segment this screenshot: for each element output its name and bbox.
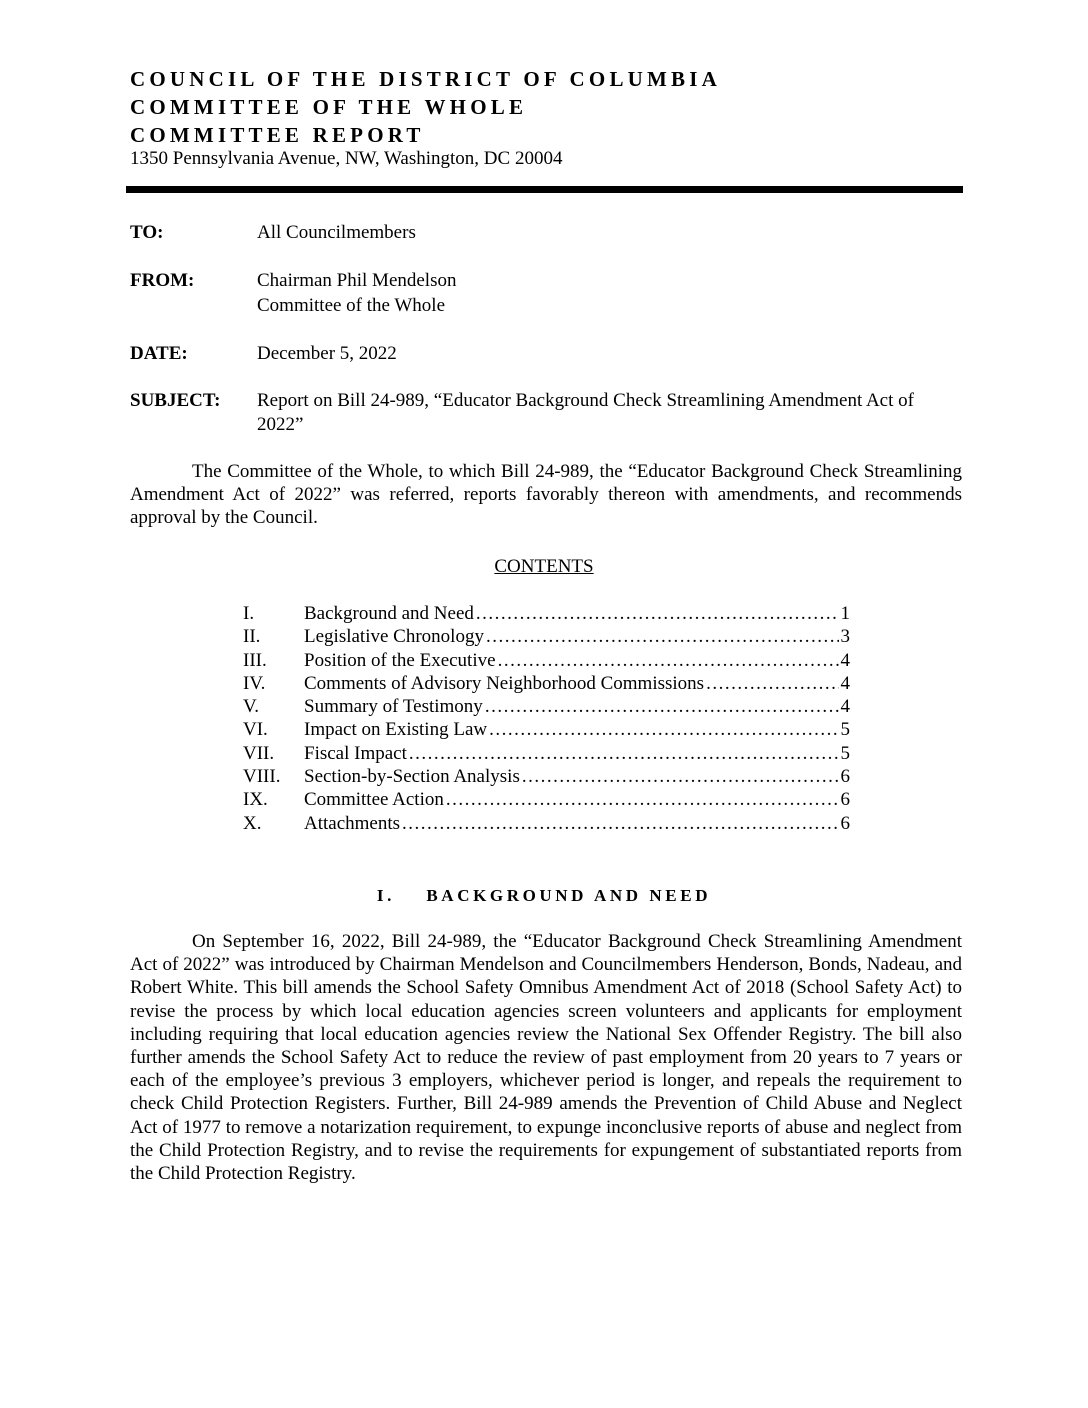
toc-row bbox=[243, 718, 850, 741]
contents-title bbox=[0, 555, 1088, 579]
header-address: 1350 Pennsylvania Avenue, NW, Washington, DC 20004 bbox=[130, 148, 563, 169]
toc-page-number: 4 bbox=[840, 672, 850, 694]
toc-number: I. bbox=[243, 603, 255, 624]
toc-number: VIII. bbox=[243, 766, 281, 788]
memo-subject-value: Report on Bill 24-989, “Educator Background Check Streamlining Amendment Act of 2022” bbox=[257, 390, 914, 435]
toc-number: II. bbox=[243, 626, 261, 648]
toc-title: Section-by-Section Analysis bbox=[304, 766, 520, 788]
toc-number: VI. bbox=[243, 719, 268, 741]
toc-row bbox=[243, 742, 850, 765]
toc-entry bbox=[304, 742, 850, 765]
toc-leader-dots bbox=[498, 649, 839, 672]
memo-to-value: All Councilmembers bbox=[257, 222, 416, 243]
toc-number: IX. bbox=[243, 789, 268, 811]
toc-row bbox=[243, 695, 850, 718]
toc-page-number: 4 bbox=[840, 649, 850, 671]
toc-title: Attachments bbox=[304, 812, 401, 834]
header-committee-name: COMMITTEE OF THE WHOLE bbox=[130, 95, 528, 119]
toc-page-number: 5 bbox=[840, 719, 850, 741]
toc-number: V. bbox=[243, 696, 260, 718]
toc-leader-dots bbox=[476, 602, 839, 625]
toc-leader-dots bbox=[485, 695, 839, 718]
toc-number: III. bbox=[243, 649, 267, 671]
toc-row bbox=[243, 625, 850, 648]
toc-title: Comments of Advisory Neighborhood Commissions bbox=[304, 672, 705, 694]
header-divider bbox=[126, 186, 963, 193]
toc-title: Committee Action bbox=[304, 789, 444, 811]
toc-leader-dots bbox=[489, 718, 838, 741]
toc-row bbox=[243, 649, 850, 672]
toc-entry bbox=[304, 695, 850, 718]
toc-leader-dots bbox=[522, 765, 839, 788]
toc-row bbox=[243, 788, 850, 811]
toc-number: IV. bbox=[243, 672, 266, 694]
toc-page-number: 6 bbox=[840, 812, 850, 834]
memo-to-label: TO: bbox=[130, 222, 164, 243]
memo-date-value: December 5, 2022 bbox=[257, 343, 397, 364]
toc-title: Legislative Chronology bbox=[304, 626, 484, 648]
toc-leader-dots bbox=[409, 742, 839, 765]
toc-title: Summary of Testimony bbox=[304, 696, 483, 718]
toc-entry bbox=[304, 602, 850, 625]
toc-row bbox=[243, 602, 850, 625]
toc-entry bbox=[304, 718, 850, 741]
header-council-name: COUNCIL OF THE DISTRICT OF COLUMBIA bbox=[130, 67, 721, 91]
toc-entry bbox=[304, 672, 850, 695]
toc-leader-dots bbox=[486, 625, 839, 648]
contents-title-text: CONTENTS bbox=[494, 556, 594, 577]
header-report-type: COMMITTEE REPORT bbox=[130, 123, 425, 147]
toc-entry bbox=[304, 788, 850, 811]
toc-entry bbox=[304, 649, 850, 672]
toc-page-number: 6 bbox=[840, 789, 850, 811]
toc-number: X. bbox=[243, 812, 262, 834]
toc-title: Fiscal Impact bbox=[304, 742, 407, 764]
toc-title: Impact on Existing Law bbox=[304, 719, 488, 741]
toc-page-number: 4 bbox=[840, 696, 850, 718]
memo-subject-label: SUBJECT: bbox=[130, 390, 221, 411]
toc-entry bbox=[304, 765, 850, 788]
toc-title: Position of the Executive bbox=[304, 649, 496, 671]
intro-paragraph: The Committee of the Whole, to which Bill 24-989, the “Educator Background Check Streamlining Amendment Act of 2022” was referred, reports favorably thereon with amendments, and recommends approval by the Council. bbox=[130, 461, 962, 529]
toc-page-number: 1 bbox=[840, 603, 850, 624]
memo-from-value-line1: Chairman Phil Mendelson bbox=[257, 270, 457, 291]
memo-from-label: FROM: bbox=[130, 270, 195, 291]
toc-page-number: 3 bbox=[840, 626, 850, 648]
toc-number: VII. bbox=[243, 742, 275, 764]
memo-from-value-line2: Committee of the Whole bbox=[257, 295, 446, 316]
toc-row bbox=[243, 765, 850, 788]
toc-title: Background and Need bbox=[304, 603, 474, 624]
toc-leader-dots bbox=[402, 812, 838, 835]
toc-leader-dots bbox=[446, 788, 839, 811]
toc-entry bbox=[304, 812, 850, 835]
toc-page-number: 5 bbox=[840, 742, 850, 764]
memo-date-label: DATE: bbox=[130, 343, 188, 364]
toc-row bbox=[243, 812, 850, 835]
toc-entry bbox=[304, 625, 850, 648]
background-paragraph: On September 16, 2022, Bill 24-989, the “Educator Background Check Streamlining Amendment Act of 2022” was introduced by Chairman Mendelson and Councilmembers Henderson, Bonds, Nadeau, and Robert White. This bill amends the School Safety Omnibus Amendment Act of 2018 (School Safety Act) to revise the process by which local education agencies screen volunteers and applicants for employment including requiring that local education agencies review the National Sex Offender Registry. The bill also further amends the School Safety Act to reduce the review of past employment from 20 years to 7 years or each of the employee’s previous 3 employers, whichever period is longer, and repeals the requirement to check Child Protection Registers. Further, Bill 24-989 amends the Prevention of Child Abuse and Neglect Act of 1977 to remove a notarization requirement, to expunge inconclusive reports of abuse and neglect from the Child Protection Registry, and to revise the requirements for expungement of substantiated reports from the Child Protection Registry. bbox=[130, 931, 962, 1185]
section-heading-background: I. BACKGROUND AND NEED bbox=[376, 886, 712, 905]
toc-leader-dots bbox=[706, 672, 838, 695]
toc-page-number: 6 bbox=[840, 766, 850, 788]
toc-row bbox=[243, 672, 850, 695]
table-of-contents bbox=[243, 602, 850, 835]
